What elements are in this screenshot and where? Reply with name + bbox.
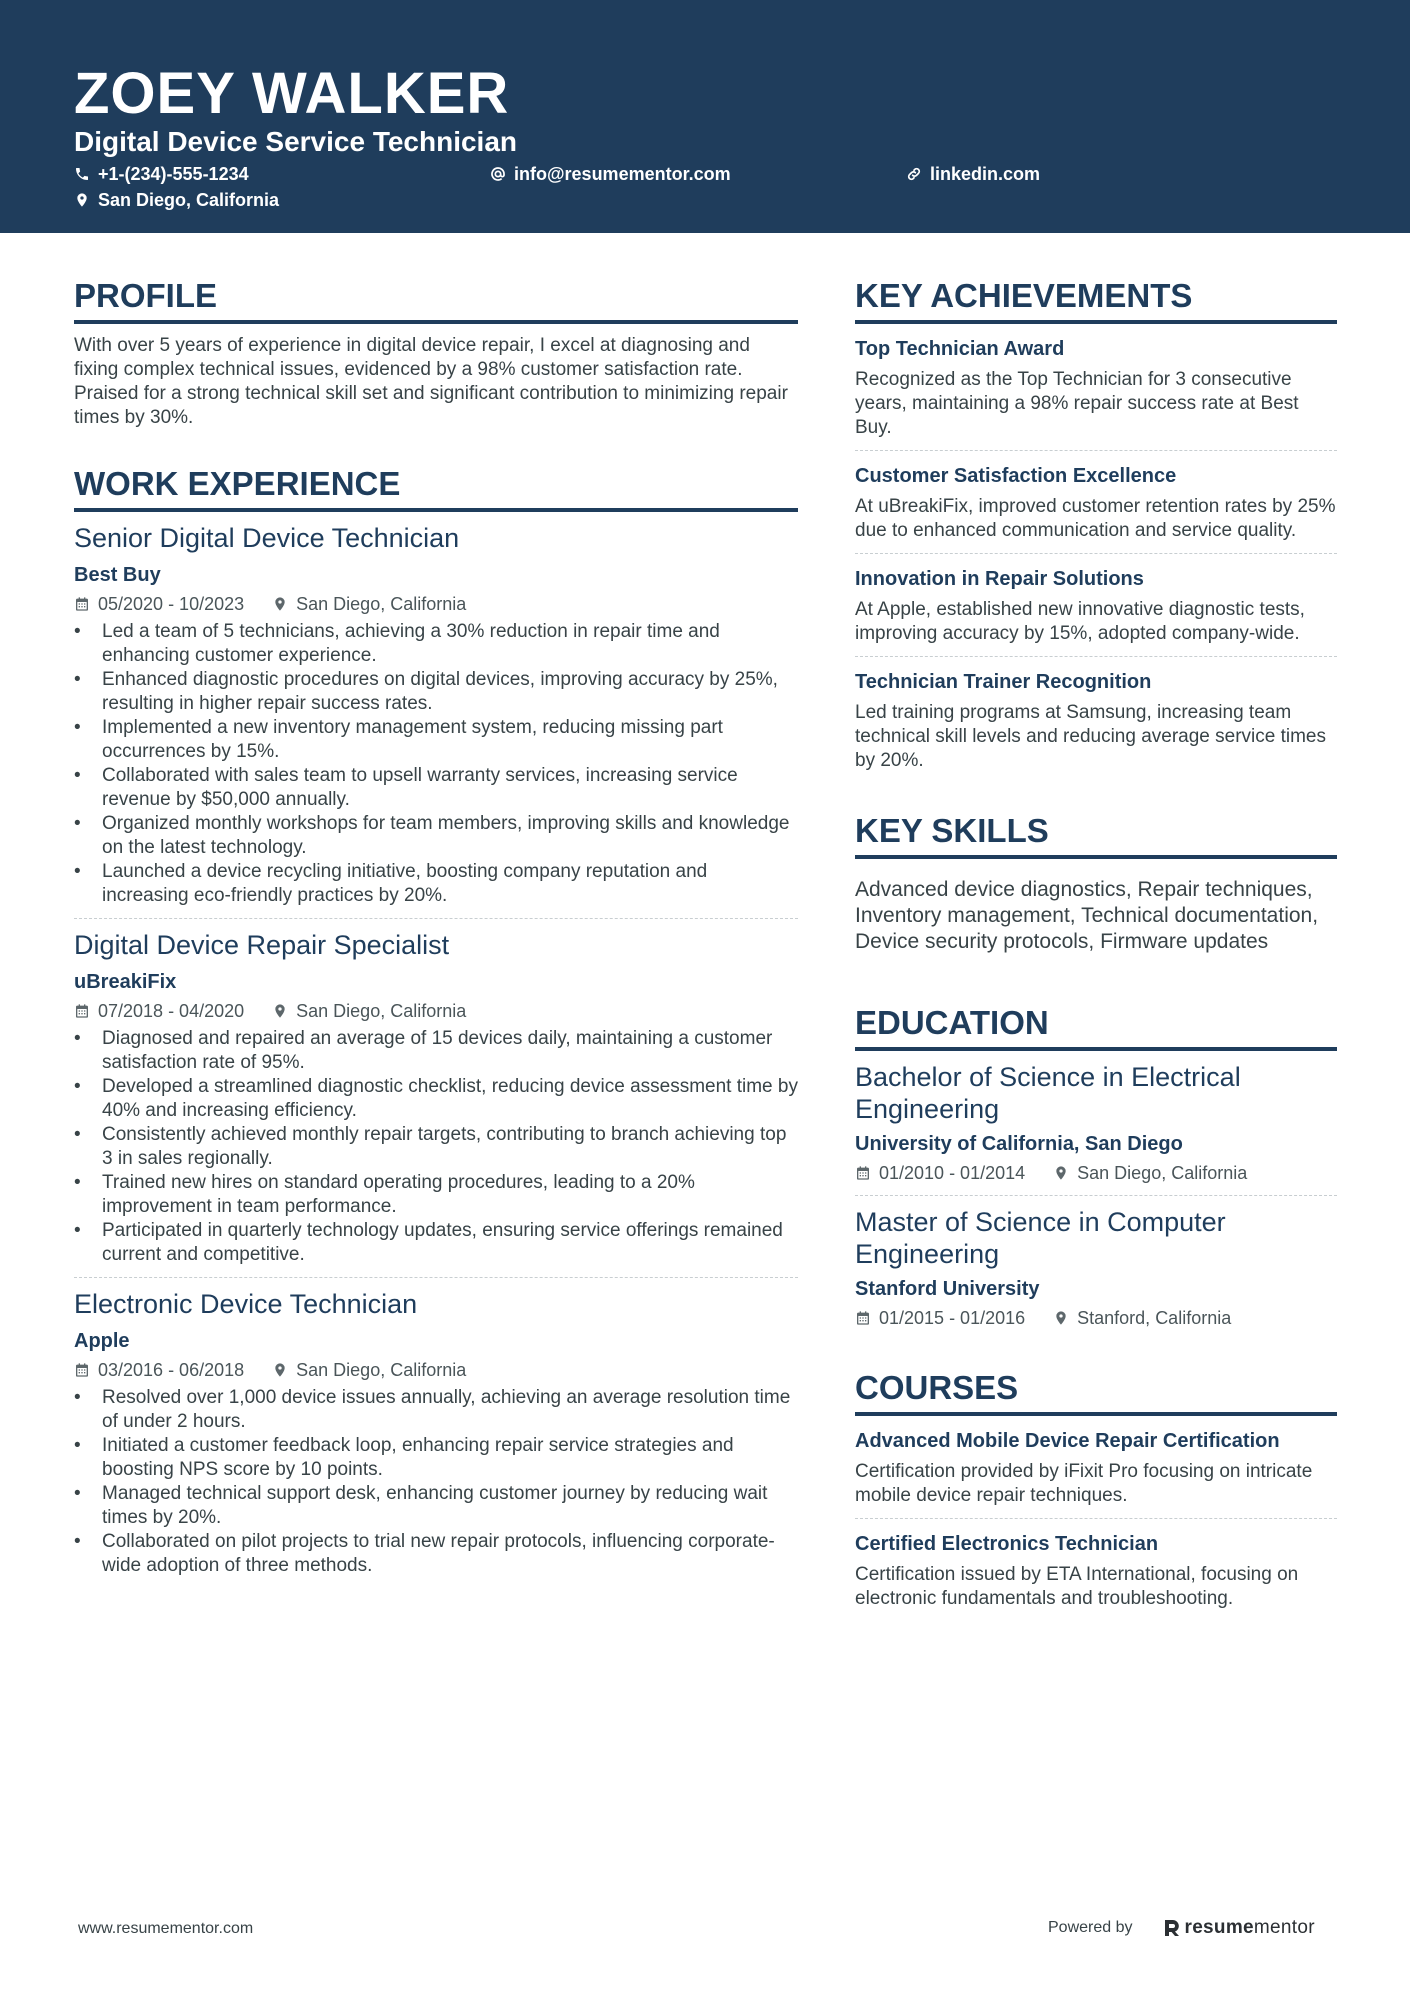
calendar-icon — [74, 1003, 90, 1019]
achievement-item — [855, 669, 1337, 773]
achievement-text: Led training programs at Samsung, increasing team technical skill levels and reducing average service times by 20%. — [855, 702, 1327, 771]
job-location — [272, 1358, 466, 1382]
job-bullets — [74, 1027, 798, 1267]
bullet-item: • Launched a device recycling initiative, boosting company reputation and increasing eco-friendly practices by 20%. — [74, 860, 798, 908]
course-title: Advanced Mobile Device Repair Certification — [855, 1430, 1280, 1452]
job-location-text: San Diego, California — [296, 1001, 467, 1021]
location-pin-icon — [272, 596, 288, 612]
education-item — [855, 1206, 1337, 1330]
skills-text: Advanced device diagnostics, Repair techniques, Inventory management, Technical documentation, Device security protocols, Firmware updates — [855, 878, 1319, 953]
candidate-name: ZOEY WALKER — [74, 61, 510, 126]
location-pin-icon — [74, 192, 90, 208]
brand-name-light: mentor — [1253, 1917, 1315, 1938]
phone-icon — [74, 166, 90, 182]
job-entry — [74, 927, 798, 1267]
job-title: Digital Device Repair Specialist — [74, 930, 450, 960]
job-title: Senior Digital Device Technician — [74, 523, 460, 553]
course-title: Certified Electronics Technician — [855, 1533, 1159, 1555]
course-text: Certification issued by ETA International, focusing on electronic fundamentals and troubleshooting. — [855, 1564, 1299, 1609]
bullet-item: • Implemented a new inventory management system, reducing missing part occurrences by 15%. — [74, 716, 798, 764]
achievement-item — [855, 566, 1337, 646]
location-pin-icon — [272, 1003, 288, 1019]
education-meta — [855, 1306, 1337, 1330]
bullet-item: • Trained new hires on standard operating procedures, leading to a 20% improvement in team performance. — [74, 1171, 798, 1219]
bullet-item: • Collaborated on pilot projects to trial new repair protocols, influencing corporate-wide adoption of three methods. — [74, 1530, 798, 1578]
job-location — [272, 592, 466, 616]
brand-logo[interactable] — [1163, 1917, 1315, 1939]
education-school: Stanford University — [855, 1278, 1040, 1300]
profile-text: With over 5 years of experience in digital device repair, I excel at diagnosing and fixing complex technical issues, evidenced by a 98% customer satisfaction rate. Praised for a strong technical skill set and significant contribution to minimizing repair times by 30%. — [74, 335, 788, 428]
achievement-title: Top Technician Award — [855, 338, 1065, 360]
education-dates — [855, 1161, 1025, 1185]
brand-name-bold: resume — [1184, 1917, 1254, 1938]
divider — [74, 918, 798, 919]
courses-heading: COURSES — [855, 1364, 1337, 1416]
education-degree: Bachelor of Science in Electrical Engineering — [855, 1062, 1241, 1124]
course-item — [855, 1428, 1337, 1508]
bullet-item: • Enhanced diagnostic procedures on digital devices, improving accuracy by 25%, resulting in higher repair success rates. — [74, 668, 798, 716]
email-link[interactable]: info@resumementor.com — [514, 164, 731, 184]
job-location-text: San Diego, California — [296, 1360, 467, 1380]
divider — [855, 553, 1337, 554]
header-banner — [0, 0, 1410, 233]
achievement-title: Innovation in Repair Solutions — [855, 568, 1144, 590]
contact-location — [74, 188, 279, 212]
education-item — [855, 1061, 1337, 1185]
job-title: Electronic Device Technician — [74, 1289, 418, 1319]
course-item — [855, 1531, 1337, 1611]
education-heading: EDUCATION — [855, 999, 1337, 1051]
job-bullets — [74, 620, 798, 908]
powered-by-label: Powered by — [1048, 1919, 1133, 1936]
achievements-section — [855, 272, 1337, 773]
calendar-icon — [855, 1165, 871, 1181]
skills-section — [855, 807, 1337, 955]
job-dates-text: 05/2020 - 10/2023 — [98, 594, 245, 614]
job-bullets — [74, 1386, 798, 1578]
achievement-title: Customer Satisfaction Excellence — [855, 465, 1177, 487]
bullet-item: • Diagnosed and repaired an average of 15 devices daily, maintaining a customer satisfaction rate of 95%. — [74, 1027, 798, 1075]
achievement-text: At Apple, established new innovative diagnostic tests, improving accuracy by 15%, adopted company-wide. — [855, 599, 1305, 644]
achievements-heading: KEY ACHIEVEMENTS — [855, 272, 1337, 324]
divider — [855, 450, 1337, 451]
job-meta — [74, 999, 798, 1023]
job-entry — [74, 1286, 798, 1578]
education-school: University of California, San Diego — [855, 1133, 1183, 1155]
education-location-text: Stanford, California — [1077, 1308, 1232, 1328]
location-pin-icon — [1053, 1165, 1069, 1181]
courses-section — [855, 1364, 1337, 1611]
footer-powered — [1048, 1917, 1315, 1939]
linkedin-link[interactable]: linkedin.com — [930, 164, 1041, 184]
footer-website[interactable]: www.resumementor.com — [78, 1920, 254, 1937]
bullet-item: • Collaborated with sales team to upsell warranty services, increasing service revenue by $50,000 annually. — [74, 764, 798, 812]
skills-heading: KEY SKILLS — [855, 807, 1337, 859]
education-location — [1053, 1306, 1231, 1330]
job-company: Best Buy — [74, 564, 161, 586]
achievement-text: At uBreakiFix, improved customer retention rates by 25% due to enhanced communication and service quality. — [855, 496, 1336, 541]
profile-heading: PROFILE — [74, 272, 798, 324]
education-dates-text: 01/2015 - 01/2016 — [879, 1308, 1026, 1328]
job-dates — [74, 999, 244, 1023]
education-dates — [855, 1306, 1025, 1330]
achievement-text: Recognized as the Top Technician for 3 consecutive years, maintaining a 98% repair success rate at Best Buy. — [855, 369, 1299, 438]
job-company: uBreakiFix — [74, 971, 177, 993]
left-column — [74, 272, 798, 1578]
bullet-item: • Managed technical support desk, enhancing customer journey by reducing wait times by 20%. — [74, 1482, 798, 1530]
bullet-item: • Participated in quarterly technology updates, ensuring service offerings remained current and competitive. — [74, 1219, 798, 1267]
calendar-icon — [74, 1362, 90, 1378]
contact-linkedin[interactable] — [906, 162, 1040, 186]
calendar-icon — [855, 1310, 871, 1326]
bullet-item: • Initiated a customer feedback loop, enhancing repair service strategies and boosting NPS score by 10 points. — [74, 1434, 798, 1482]
job-company: Apple — [74, 1330, 130, 1352]
job-location — [272, 999, 466, 1023]
job-meta — [74, 1358, 798, 1382]
divider — [855, 1195, 1337, 1196]
job-dates-text: 07/2018 - 04/2020 — [98, 1001, 245, 1021]
candidate-title: Digital Device Service Technician — [74, 126, 518, 157]
bullet-item: • Developed a streamlined diagnostic checklist, reducing device assessment time by 40% and increasing efficiency. — [74, 1075, 798, 1123]
education-location-text: San Diego, California — [1077, 1163, 1248, 1183]
education-dates-text: 01/2010 - 01/2014 — [879, 1163, 1026, 1183]
experience-heading: WORK EXPERIENCE — [74, 460, 798, 512]
job-dates — [74, 1358, 244, 1382]
bullet-item: • Organized monthly workshops for team members, improving skills and knowledge on the latest technology. — [74, 812, 798, 860]
at-sign-icon — [490, 166, 506, 182]
location-text: San Diego, California — [98, 190, 280, 210]
phone-text: +1-(234)-555-1234 — [98, 164, 249, 184]
contact-phone — [74, 162, 249, 186]
divider — [855, 656, 1337, 657]
bullet-item: • Resolved over 1,000 device issues annually, achieving an average resolution time of under 2 hours. — [74, 1386, 798, 1434]
education-meta — [855, 1161, 1337, 1185]
divider — [855, 1518, 1337, 1519]
experience-section — [74, 460, 798, 1578]
bullet-item: • Consistently achieved monthly repair targets, contributing to branch achieving top 3 in sales regionally. — [74, 1123, 798, 1171]
bullet-item: • Led a team of 5 technicians, achieving a 30% reduction in repair time and enhancing customer experience. — [74, 620, 798, 668]
job-dates-text: 03/2016 - 06/2018 — [98, 1360, 245, 1380]
education-section — [855, 999, 1337, 1330]
education-location — [1053, 1161, 1247, 1185]
right-column — [855, 272, 1337, 1611]
achievement-item — [855, 336, 1337, 440]
profile-section — [74, 272, 798, 430]
link-icon — [906, 166, 922, 182]
course-text: Certification provided by iFixit Pro focusing on intricate mobile device repair techniques. — [855, 1461, 1313, 1506]
education-degree: Master of Science in Computer Engineering — [855, 1207, 1226, 1269]
achievement-title: Technician Trainer Recognition — [855, 671, 1152, 693]
contact-email[interactable] — [490, 162, 731, 186]
brand-mark-icon — [1163, 1918, 1181, 1938]
job-meta — [74, 592, 798, 616]
job-location-text: San Diego, California — [296, 594, 467, 614]
calendar-icon — [74, 596, 90, 612]
achievement-item — [855, 463, 1337, 543]
job-dates — [74, 592, 244, 616]
location-pin-icon — [272, 1362, 288, 1378]
job-entry — [74, 520, 798, 908]
location-pin-icon — [1053, 1310, 1069, 1326]
divider — [74, 1277, 798, 1278]
